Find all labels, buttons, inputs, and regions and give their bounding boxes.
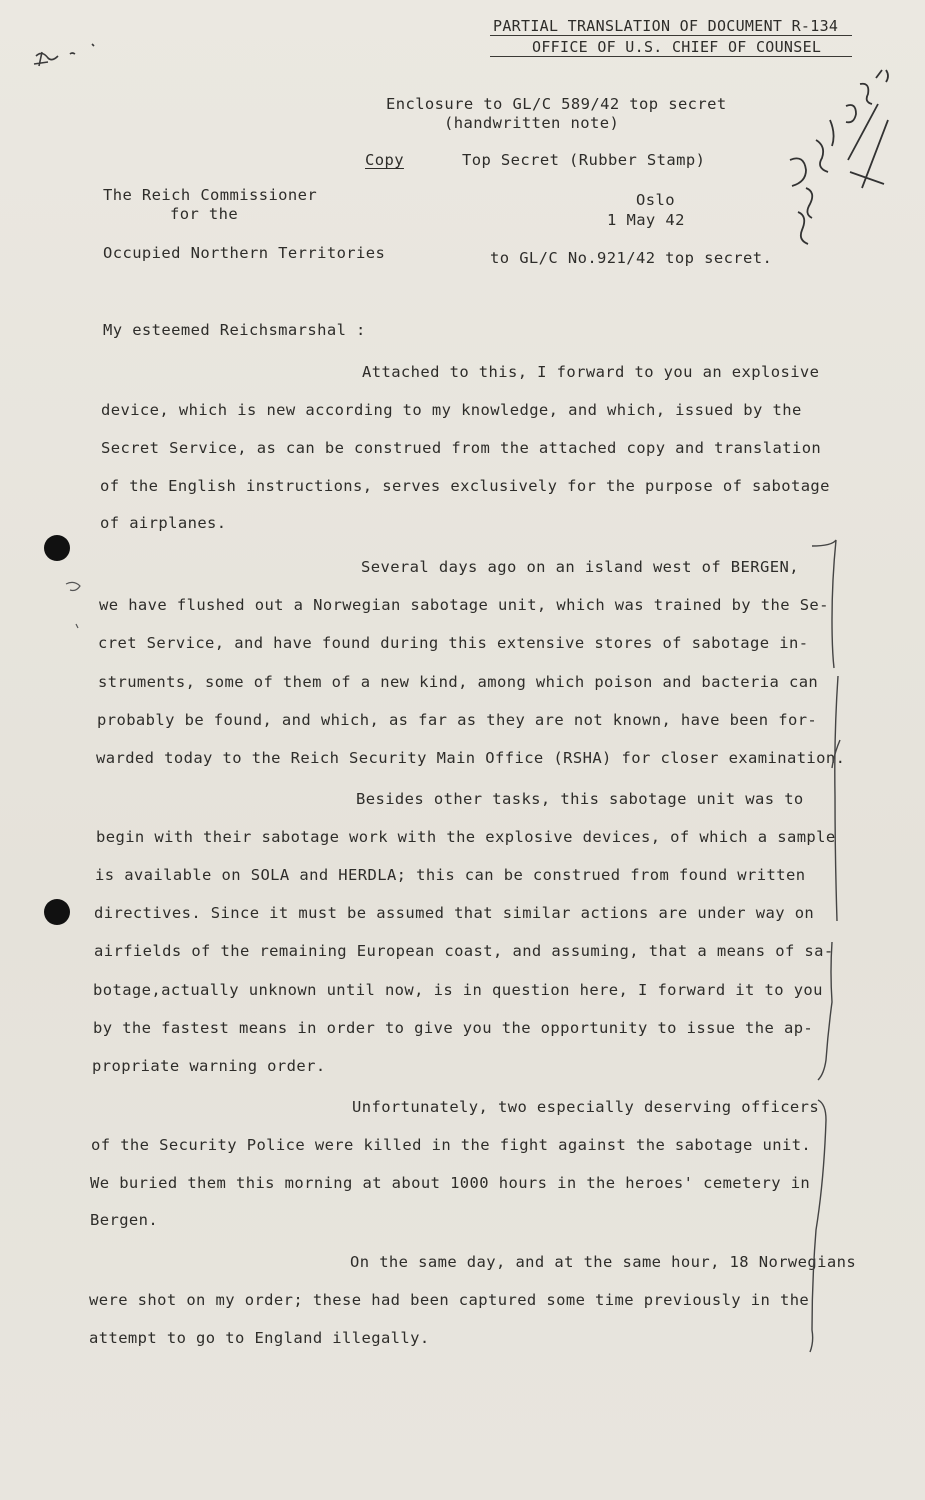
p1-line-3: Secret Service, as can be construed from the attached copy and translation bbox=[101, 439, 822, 457]
p2-line-1: Several days ago on an island west of BERGEN, bbox=[361, 558, 799, 576]
p5-line-1: On the same day, and at the same hour, 18 Norwegians bbox=[350, 1253, 857, 1271]
p3-line-3: is available on SOLA and HERDLA; this can be construed from found written bbox=[95, 866, 806, 884]
p1-line-5: of airplanes. bbox=[100, 514, 227, 532]
p3-line-2: begin with their sabotage work with the explosive devices, of which a sample bbox=[96, 828, 836, 846]
p4-line-2: of the Security Police were killed in the fight against the sabotage unit. bbox=[91, 1136, 812, 1154]
enclosure-note: (handwritten note) bbox=[444, 114, 620, 132]
sender-line-3: Occupied Northern Territories bbox=[103, 244, 386, 262]
p1-line-2: device, which is new according to my knowledge, and which, issued by the bbox=[101, 401, 802, 419]
sender-line-1: The Reich Commissioner bbox=[103, 186, 318, 204]
p2-line-5: probably be found, and which, as far as they are not known, have been for- bbox=[97, 711, 818, 729]
p4-line-4: Bergen. bbox=[90, 1211, 159, 1229]
place: Oslo bbox=[636, 191, 675, 209]
p1-line-1: Attached to this, I forward to you an explosive bbox=[362, 363, 820, 381]
margin-line-3 bbox=[818, 942, 832, 1080]
margin-line-2 bbox=[835, 676, 838, 921]
copy-label: Copy bbox=[365, 151, 404, 169]
p2-line-3: cret Service, and have found during this extensive stores of sabotage in- bbox=[98, 634, 809, 652]
margin-smudge bbox=[66, 582, 80, 628]
p2-line-6: warded today to the Reich Security Main Office (RSHA) for closer examination. bbox=[96, 749, 846, 767]
p2-line-4: struments, some of them of a new kind, among which poison and bacteria can bbox=[98, 673, 819, 691]
margin-line-4 bbox=[810, 1100, 826, 1352]
enclosure-line: Enclosure to GL/C 589/42 top secret bbox=[386, 95, 727, 113]
margin-tick bbox=[832, 740, 840, 768]
header-office: OFFICE OF U.S. CHIEF OF COUNSEL bbox=[532, 38, 822, 56]
p3-line-7: by the fastest means in order to give you the opportunity to issue the ap- bbox=[93, 1019, 814, 1037]
sender-line-2: for the bbox=[170, 205, 239, 223]
p5-line-3: attempt to go to England illegally. bbox=[89, 1329, 430, 1347]
p2-line-2: we have flushed out a Norwegian sabotage unit, which was trained by the Se- bbox=[99, 596, 829, 614]
salutation: My esteemed Reichsmarshal : bbox=[103, 321, 366, 339]
p1-line-4: of the English instructions, serves exclusively for the purpose of sabotage bbox=[100, 477, 830, 495]
p3-line-5: airfields of the remaining European coast, and assuming, that a means of sa- bbox=[94, 942, 834, 960]
header-title: PARTIAL TRANSLATION OF DOCUMENT R-134 bbox=[493, 17, 839, 35]
p5-line-2: were shot on my order; these had been captured some time previously in the bbox=[89, 1291, 810, 1309]
p3-line-6: botage,actually unknown until now, is in question here, I forward it to you bbox=[93, 981, 823, 999]
handwritten-date-initials bbox=[790, 70, 888, 244]
p4-line-1: Unfortunately, two especially deserving officers bbox=[352, 1098, 820, 1116]
margin-bracket-1 bbox=[812, 540, 836, 668]
reference-number: to GL/C No.921/42 top secret. bbox=[490, 249, 773, 267]
p3-line-1: Besides other tasks, this sabotage unit was to bbox=[356, 790, 804, 808]
p3-line-4: directives. Since it must be assumed that similar actions are under way on bbox=[94, 904, 815, 922]
corner-scribble bbox=[34, 44, 94, 66]
p3-line-8: propriate warning order. bbox=[92, 1057, 326, 1075]
date: 1 May 42 bbox=[607, 211, 685, 229]
p4-line-3: We buried them this morning at about 1000 hours in the heroes' cemetery in bbox=[90, 1174, 811, 1192]
top-secret-stamp: Top Secret (Rubber Stamp) bbox=[462, 151, 706, 169]
